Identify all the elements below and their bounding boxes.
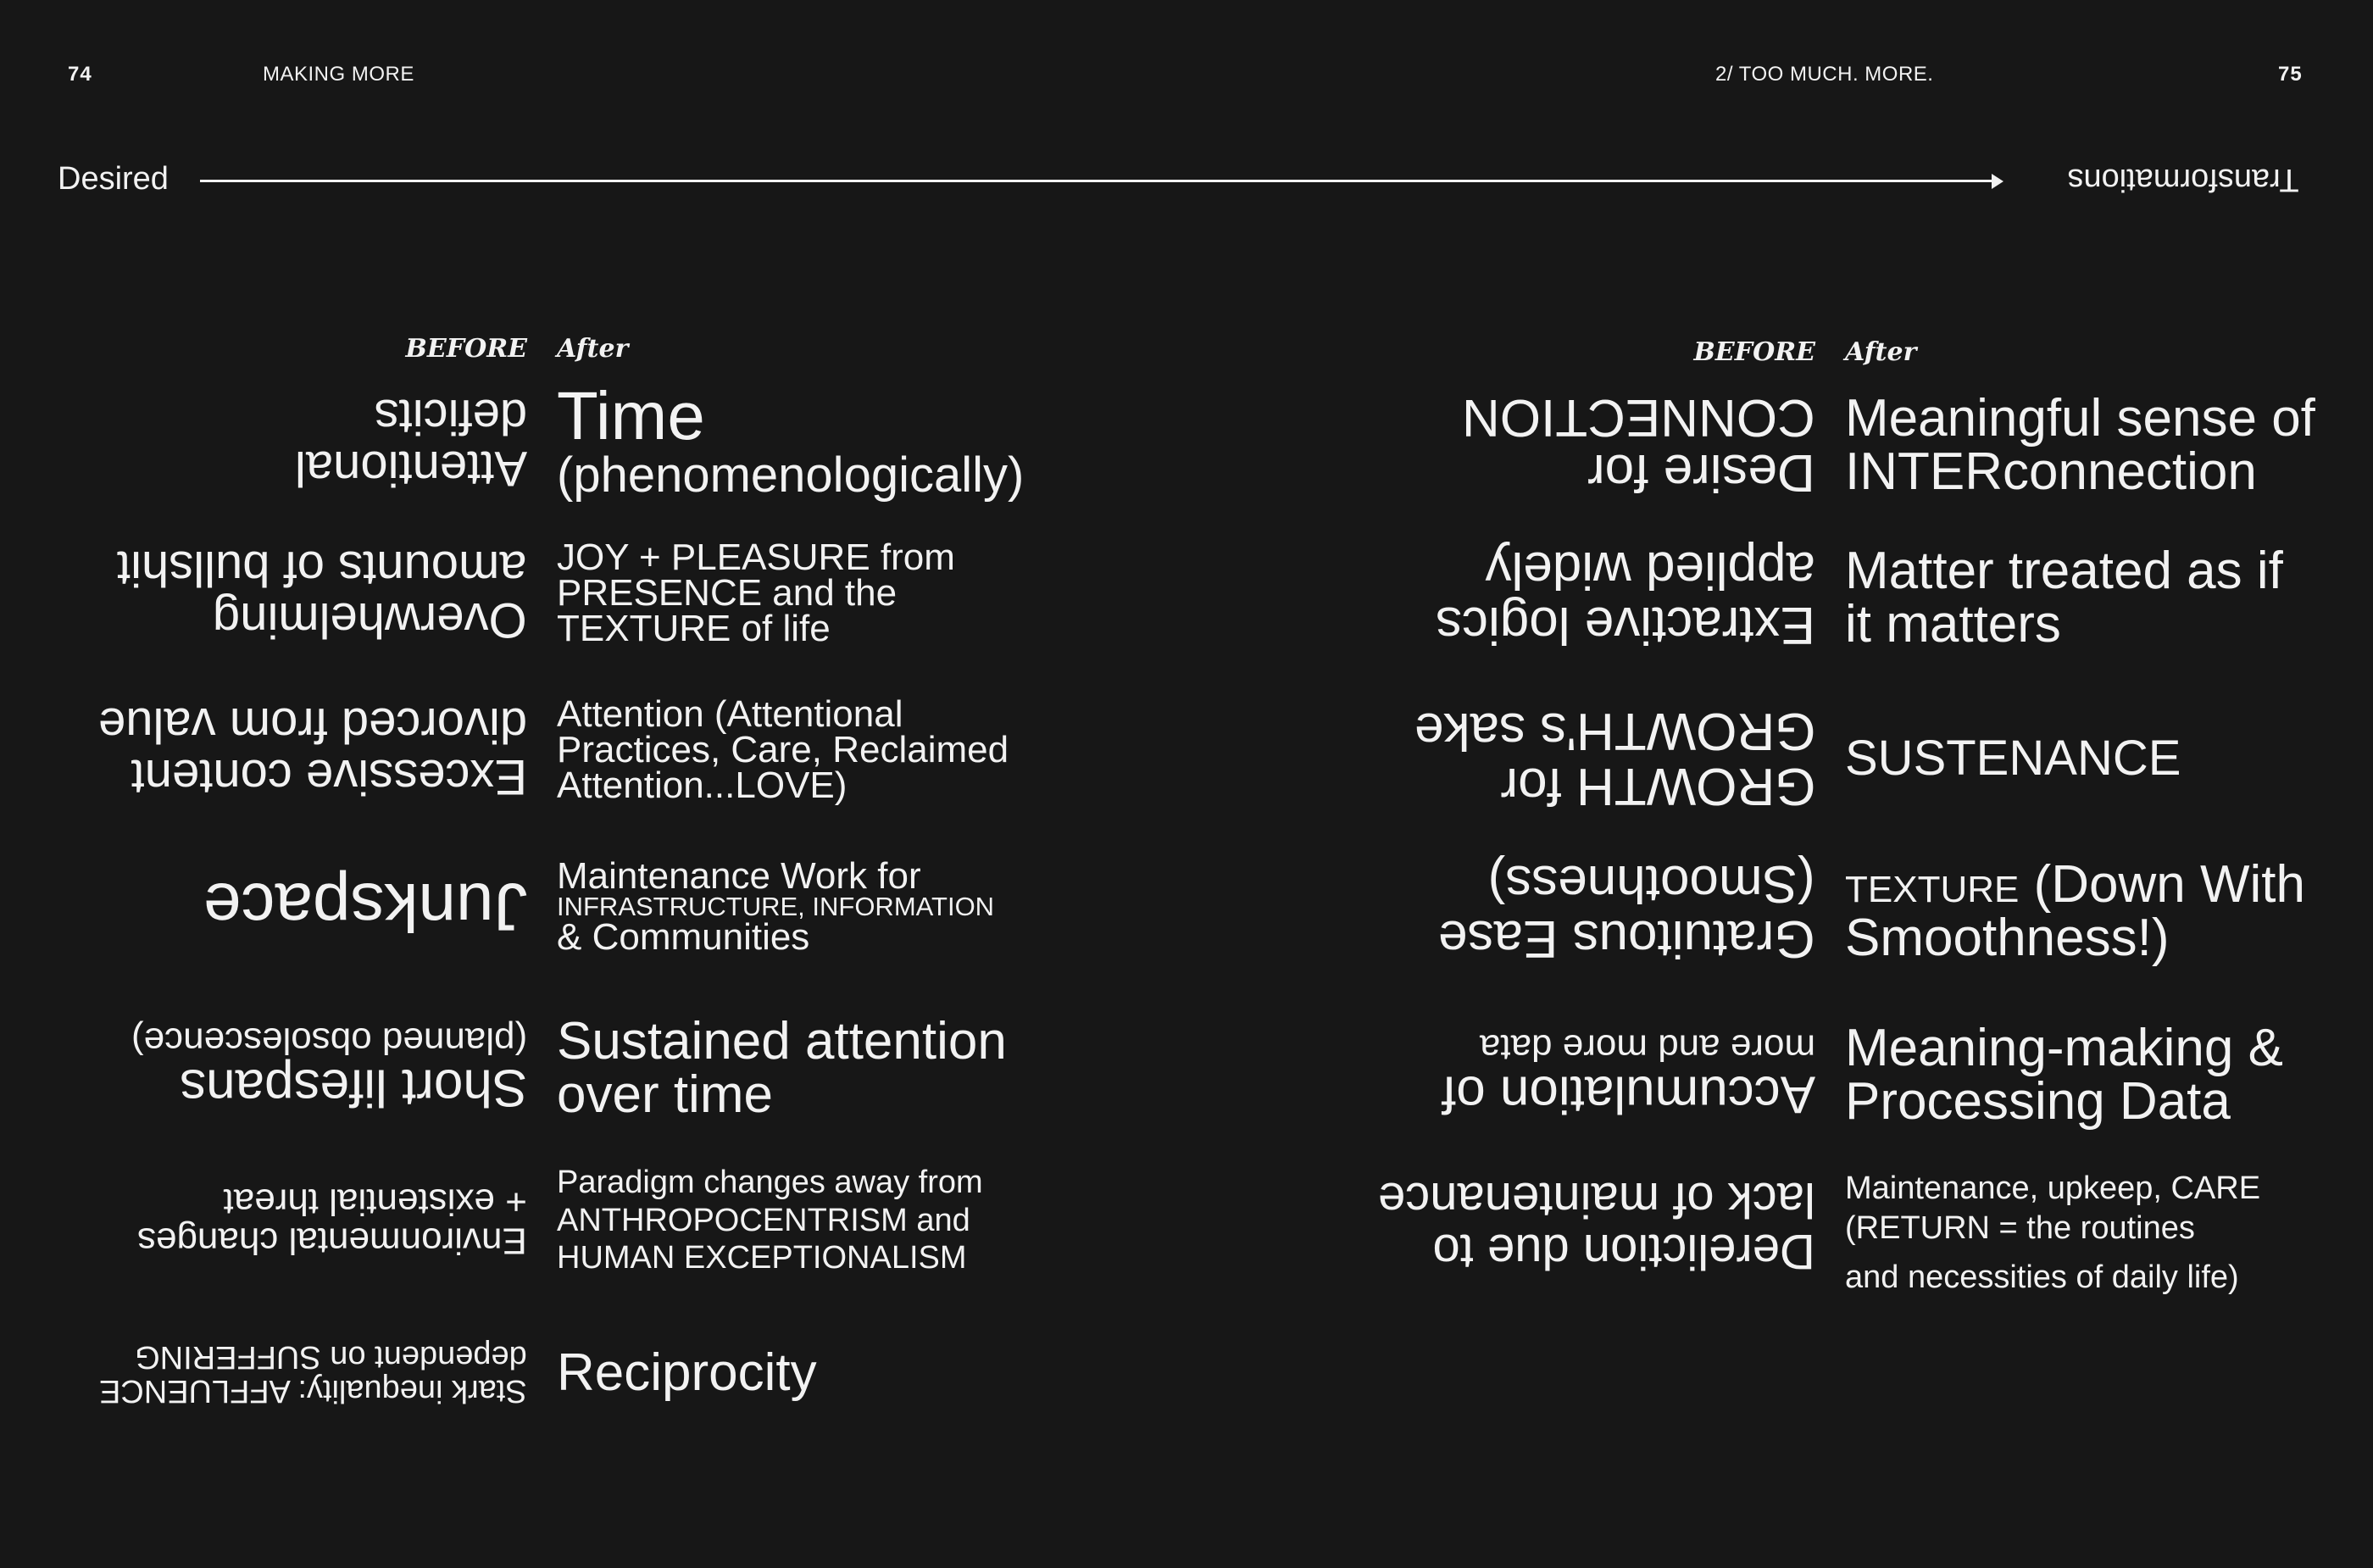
left-row-2-before: [34, 538, 527, 648]
right-row-1-after: [1845, 390, 2354, 500]
before-line: Excessive content: [131, 748, 527, 804]
before-line: amounts of bullshit: [117, 541, 527, 596]
after-line: Maintenance Work for: [557, 855, 921, 898]
after-line: it matters: [1845, 595, 2061, 653]
after-line: and necessities of daily life): [1845, 1259, 2239, 1295]
before-line: (Smoothness): [1488, 854, 1815, 913]
axis-arrow-line: [200, 180, 1995, 182]
after-line: Reciprocity: [557, 1343, 817, 1403]
after-line: (Down With: [2033, 854, 2305, 914]
before-line: Gratuitous Ease: [1438, 909, 1815, 969]
before-line: Junkspace: [203, 870, 527, 945]
page-number-right: 75: [2278, 63, 2303, 86]
after-line: Attention...LOVE): [557, 764, 848, 806]
before-line: lack of maintenance: [1378, 1172, 1815, 1227]
after-line: & Communities: [557, 915, 810, 958]
left-row-3-after: [557, 695, 1065, 805]
axis-end-label: Transformations: [2067, 162, 2299, 197]
before-line: deficits: [374, 389, 527, 444]
before-line: Attentional: [294, 440, 527, 496]
before-line: + existential threat: [223, 1181, 527, 1222]
right-row-6-before: [1373, 1170, 1815, 1280]
before-line: GROWTH for: [1500, 757, 1815, 816]
before-line: divorced from value: [97, 698, 527, 753]
after-line: Meaning-making &: [1845, 1018, 2283, 1077]
before-line: Accumulation of: [1441, 1065, 1815, 1124]
left-row-5-after: [557, 1013, 1065, 1123]
after-line: SUSTENANCE: [1845, 731, 2181, 787]
after-line: INTERconnection: [1845, 442, 2257, 501]
after-line: HUMAN EXCEPTIONALISM: [557, 1240, 967, 1276]
left-row-7-before: [34, 1318, 527, 1428]
before-line: Short lifespans: [179, 1058, 527, 1117]
before-line: applied widely: [1485, 541, 1815, 599]
after-line: Maintenance, upkeep, CARE: [1845, 1170, 2261, 1206]
before-line: (planned obsolescence): [131, 1020, 527, 1062]
book-title: MAKING MORE: [263, 63, 414, 86]
after-line: INFRASTRUCTURE, INFORMATION: [557, 892, 995, 922]
before-line: Extractive logics: [1436, 596, 1815, 655]
right-row-4-before: [1373, 854, 1815, 969]
after-line: Sustained attention: [557, 1011, 1007, 1070]
right-row-1-before: [1373, 388, 1815, 503]
after-line: (RETURN = the routines: [1845, 1210, 2195, 1247]
left-row-7-after: [557, 1318, 1065, 1428]
left-after-heading: After: [557, 334, 629, 364]
left-row-1-before: [203, 386, 527, 497]
after-line: (phenomenologically): [557, 448, 1025, 503]
after-line: TEXTURE of life: [557, 607, 831, 649]
before-line: Environmental changes: [137, 1220, 527, 1262]
right-row-3-before: [1373, 703, 1815, 814]
before-line: GROWTH's sake: [1414, 702, 1815, 760]
arrow-head-icon: [1992, 174, 2003, 189]
after-line: JOY + PLEASURE from: [557, 537, 955, 579]
right-after-heading: After: [1845, 337, 1917, 367]
right-row-4-after: [1845, 856, 2354, 966]
right-row-3-after: [1845, 703, 2354, 814]
after-line: Paradigm changes away from: [557, 1164, 983, 1200]
after-line: over time: [557, 1065, 773, 1124]
after-line: Practices, Care, Reclaimed: [557, 729, 1009, 771]
before-line: dependent on SUFFERING: [135, 1339, 527, 1375]
left-row-6-before: [34, 1165, 527, 1276]
right-row-2-after: [1845, 542, 2354, 653]
after-line: Processing Data: [1845, 1072, 2231, 1131]
right-before-heading: BEFORE: [1693, 337, 1815, 367]
page-number-left: 74: [68, 63, 92, 86]
chapter-title: 2/ TOO MUCH. MORE.: [1715, 63, 1934, 86]
before-line: Dereliction due to: [1432, 1223, 1815, 1279]
left-row-2-after: [557, 538, 1065, 648]
left-before-heading: BEFORE: [405, 334, 527, 364]
right-row-5-after: [1845, 1020, 2354, 1130]
left-row-5-before: [34, 1013, 527, 1123]
before-line: more and more data: [1479, 1026, 1815, 1069]
after-line-prefix: TEXTURE: [1845, 868, 2020, 910]
left-row-1-after: [557, 378, 1065, 503]
after-line: Meaningful sense of: [1845, 388, 2315, 448]
left-row-6-after: [557, 1165, 1065, 1276]
after-line: Attention (Attentional: [557, 693, 903, 736]
left-row-3-before: [34, 695, 527, 805]
axis-start-label: Desired: [58, 161, 169, 197]
after-line: Matter treated as if: [1845, 541, 2283, 600]
left-row-4-after: [557, 852, 1065, 962]
after-line: ANTHROPOCENTRISM and: [557, 1202, 970, 1238]
left-row-4-before: [34, 852, 527, 962]
right-row-2-before: [1373, 542, 1815, 653]
right-row-6-after: [1845, 1170, 2354, 1297]
right-row-5-before: [1373, 1020, 1815, 1130]
after-line: Smoothness!): [1845, 909, 2170, 967]
before-line: Overwhelming: [213, 592, 527, 648]
before-line: Stark inequality: AFFLUENCE: [99, 1372, 527, 1409]
after-line: PRESENCE and the: [557, 572, 898, 614]
before-line: Desire for: [1587, 443, 1815, 503]
after-line: Time: [557, 378, 705, 454]
before-line: CONNECTION: [1462, 388, 1815, 447]
